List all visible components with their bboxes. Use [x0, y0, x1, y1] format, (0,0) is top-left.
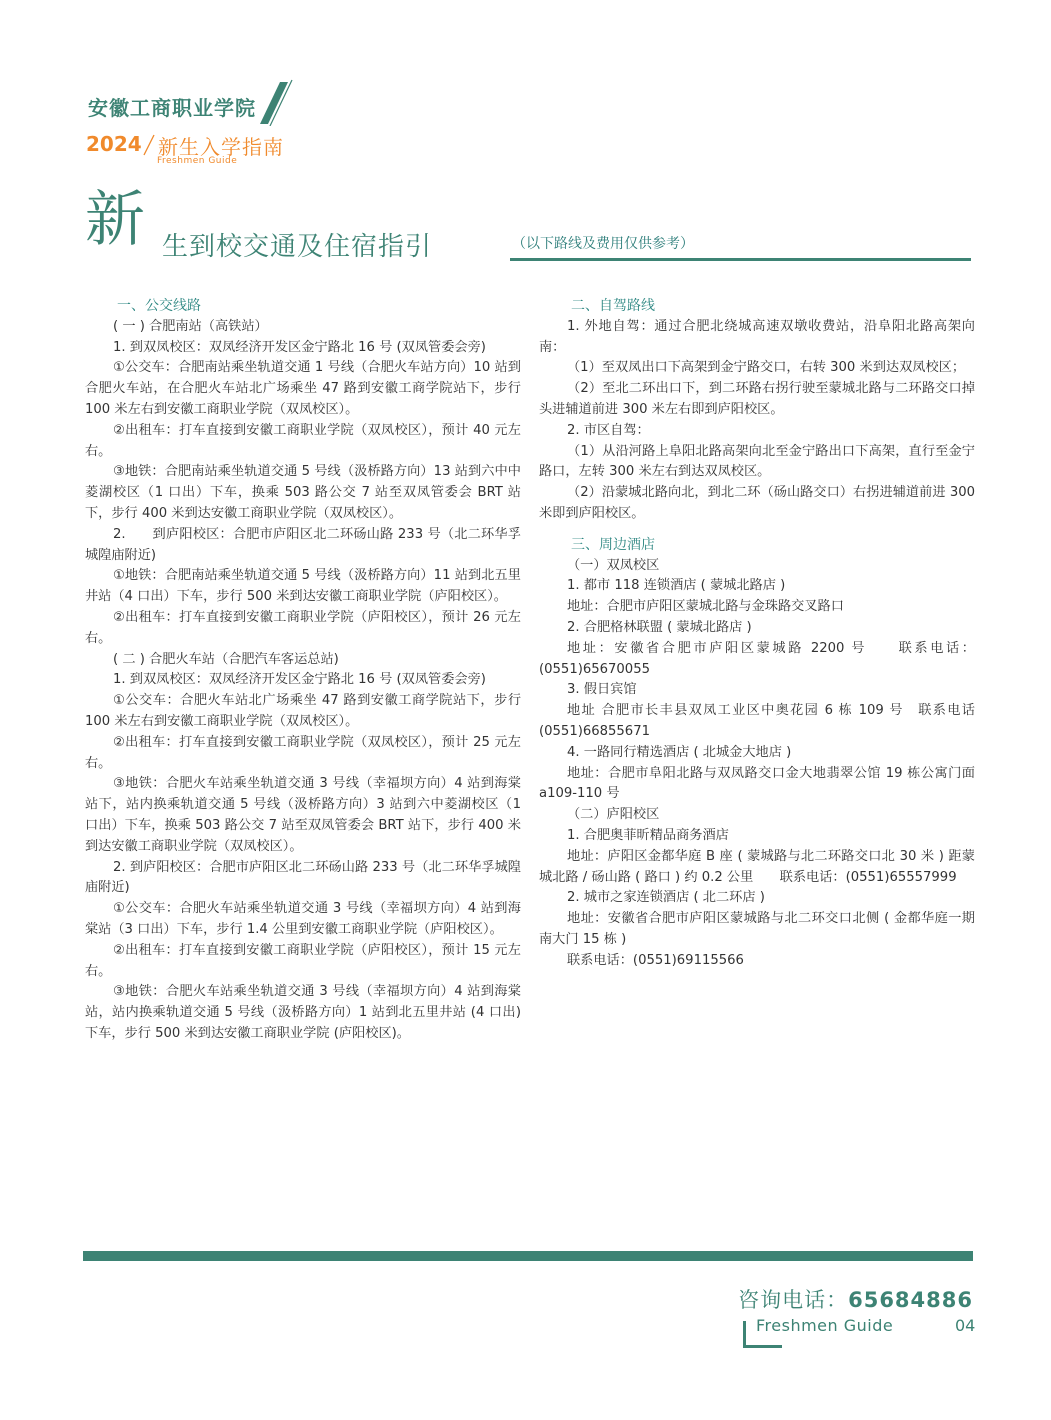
paragraph: 2. 到庐阳校区：合肥市庐阳区北二环砀山路 233 号（北二环华孚城隍庙附近) [85, 859, 521, 896]
footer-guide-label: Freshmen Guide [756, 1316, 894, 1335]
paragraph: ①公交车：合肥火车站北广场乘坐 47 路到安徽工商学院站下，步行 100 米左右到安徽工商职业学院（双凤校区）。 [85, 693, 521, 729]
slash-logo-icon [258, 78, 294, 126]
right-column [539, 296, 975, 972]
paragraph: ③地铁：合肥南站乘坐轨道交通 5 号线（汲桥路方向）13 站到六中中菱湖校区（1 口出）下车，换乘 503 路公交 7 站至双凤管委会 BRT 站下，步行 400 米到达安徽工商职业学院（双凤校区）。 [85, 464, 521, 521]
guide-subtitle: Freshmen Guide [157, 156, 238, 166]
hotline-number: 65684886 [848, 1288, 973, 1312]
paragraph: 1. 到双凤校区：双凤经济开发区金宁路北 16 号 (双凤管委会旁) [113, 339, 486, 355]
paragraph: ②出租车：打车直接到安徽工商职业学院（庐阳校区），预计 15 元左右。 [85, 942, 521, 979]
paragraph: ①公交车：合肥南站乘坐轨道交通 1 号线（合肥火车站方向）10 站到合肥火车站，在合肥火车站北广场乘坐 47 路到安徽工商学院站下，步行 100 米左右到安徽工商职业学院（双凤校区）。 [85, 360, 521, 417]
title-note: （以下路线及费用仅供参考） [512, 236, 694, 252]
paragraph: （1）从沿河路上阜阳北路高架向北至金宁路出口下高架，直行至金宁路口，左转 300 米左右到达双凤校区。 [539, 443, 975, 480]
section-heading: 三、周边酒店 [571, 536, 655, 553]
paragraph: 2. 市区自驾： [567, 422, 650, 438]
page-title: 生到校交通及住宿指引 [162, 232, 433, 262]
paragraph: ①地铁：合肥南站乘坐轨道交通 5 号线（汲桥路方向）11 站到北五里井站（4 口出）下车，步行 500 米到达安徽工商职业学院（庐阳校区）。 [85, 568, 521, 605]
paragraph: 联系电话：(0551)69115566 [567, 952, 744, 968]
hotline [738, 1284, 973, 1314]
paragraph: 1. 合肥奥菲昕精品商务酒店 [567, 827, 729, 843]
title-underline [510, 258, 971, 261]
paragraph: 地址：合肥市庐阳区蒙城北路与金珠路交叉路口 [567, 599, 844, 615]
paragraph: ③地铁：合肥火车站乘坐轨道交通 3 号线（幸福坝方向）4 站到海棠站，站内换乘轨道交通 5 号线（汲桥路方向）1 站到北五里井站 (4 口出) 下车，步行 500 米到达安徽工商职业学院 (庐阳校区)。 [85, 984, 521, 1041]
guide-title: 新生入学指南 [158, 135, 284, 159]
paragraph: （一）双凤校区 [567, 557, 660, 573]
paragraph: ②出租车：打车直接到安徽工商职业学院（双凤校区），预计 25 元左右。 [85, 734, 521, 771]
paragraph: （1）至双凤出口下高架到金宁路交口，右转 300 米到达双凤校区； [567, 360, 966, 376]
paragraph: 2. 合肥格林联盟 ( 蒙城北路店 ) [567, 619, 752, 635]
paragraph: 1. 到双凤校区：双凤经济开发区金宁路北 16 号 (双凤管委会旁) [113, 672, 486, 688]
school-name: 安徽工商职业学院 [88, 96, 256, 120]
paragraph: ③地铁：合肥火车站乘坐轨道交通 3 号线（幸福坝方向）4 站到海棠站下，站内换乘轨道交通 5 号线（汲桥路方向）3 站到六中菱湖校区（1 口出）下车，换乘 503 路公交 7 站至双凤管委会 BRT 站下，步行 400 米到达安徽工商职业学院（双凤校区）。 [85, 776, 521, 854]
section-heading: 一、公交线路 [117, 298, 201, 314]
paragraph: （2）至北二环出口下，到二环路右拐行驶至蒙城北路与二环路交口掉头进辅道前进 300 米左右即到庐阳校区。 [539, 381, 975, 417]
paragraph: 地址：安徽省合肥市庐阳区蒙城路与北二环交口北侧 ( 金都华庭一期南大门 15 栋 ) [539, 911, 975, 947]
paragraph: 4. 一路同行精选酒店 ( 北城金大地店 ) [567, 744, 792, 760]
paragraph: 地址 合肥市长丰县双凤工业区中奥花园 6 栋 109 号 联系电话 (0551)66855671 [539, 703, 975, 739]
paragraph: 1. 外地自驾：通过合肥北绕城高速双墩收费站，沿阜阳北路高架向南： [539, 318, 975, 355]
title-big-char: 新 [85, 185, 145, 255]
paragraph: 地址：合肥市阜阳北路与双凤路交口金大地翡翠公馆 19 栋公寓门面 a109-110 号 [539, 765, 975, 802]
paragraph: 1. 都市 118 连锁酒店 ( 蒙城北路店 ) [567, 578, 786, 594]
paragraph: 2. 城市之家连锁酒店 ( 北二环店 ) [567, 890, 765, 906]
paragraph: 2. 到庐阳校区：合肥市庐阳区北二环砀山路 233 号（北二环华孚城隍庙附近) [85, 526, 521, 563]
left-column [85, 296, 521, 1045]
guide-year: 2024 [86, 132, 142, 156]
section-heading: 二、自驾路线 [571, 298, 655, 314]
paragraph: ②出租车：打车直接到安徽工商职业学院（双凤校区），预计 40 元左右。 [85, 422, 521, 459]
paragraph: 地址：安徽省合肥市庐阳区蒙城路 2200 号 联系电话：(0551)65670055 [539, 640, 975, 677]
slash-divider-icon [142, 134, 156, 156]
hotline-label: 咨询电话： [738, 1288, 849, 1312]
paragraph: ①公交车：合肥火车站乘坐轨道交通 3 号线（幸福坝方向）4 站到海棠站（3 口出）下车，步行 1.4 公里到安徽工商职业学院（庐阳校区）。 [85, 901, 521, 937]
footer-bar [83, 1251, 973, 1261]
paragraph: 3. 假日宾馆 [567, 682, 637, 698]
paragraph: ( 二 ) 合肥火车站（合肥汽车客运总站) [113, 651, 339, 667]
paragraph: （二）庐阳校区 [567, 807, 660, 823]
paragraph: 地址：庐阳区金都华庭 B 座 ( 蒙城路与北二环路交口北 30 米 ) 距蒙城北路 / 砀山路 ( 路口 ) 约 0.2 公里 联系电话：(0551)65557999 [539, 848, 975, 885]
paragraph: ( 一 ) 合肥南站（高铁站） [113, 318, 268, 334]
paragraph: （2）沿蒙城北路向北，到北二环（砀山路交口）右拐进辅道前进 300 米即到庐阳校区。 [539, 485, 975, 521]
page-number: 04 [955, 1316, 976, 1335]
paragraph: ②出租车：打车直接到安徽工商职业学院（庐阳校区），预计 26 元左右。 [85, 609, 521, 646]
